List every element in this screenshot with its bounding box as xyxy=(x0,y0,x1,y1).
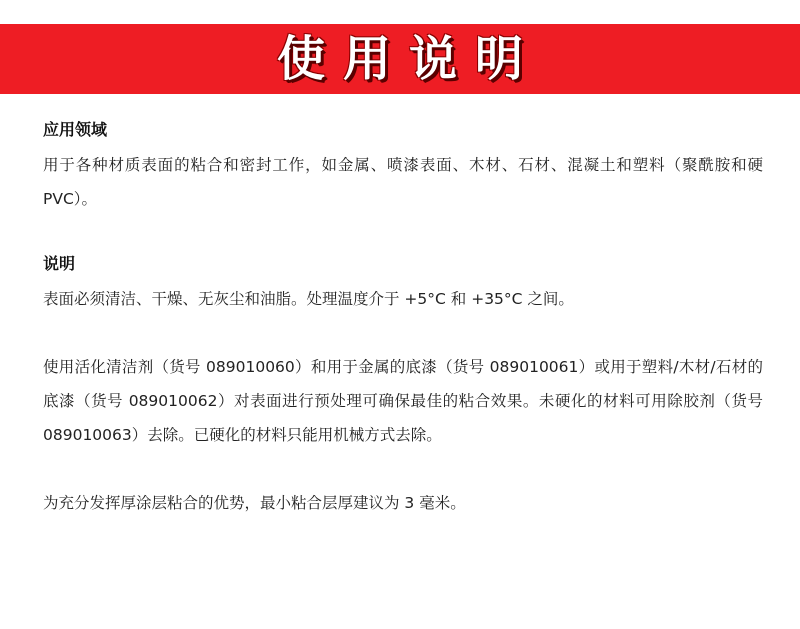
section-notes xyxy=(43,252,763,520)
document-content xyxy=(43,118,763,520)
header-band xyxy=(0,24,800,94)
section-heading-application: 应用领域 xyxy=(43,120,108,139)
section-heading-notes: 说明 xyxy=(43,254,76,273)
application-body: 用于各种材质表面的粘合和密封工作，如金属、喷漆表面、木材、石材、混凝土和塑料（聚酰胺和硬 PVC）。 xyxy=(43,156,763,208)
notes-paragraph-3: 为充分发挥厚涂层粘合的优势，最小粘合层厚建议为 3 毫米。 xyxy=(43,494,466,512)
notes-paragraph-2: 使用活化清洁剂（货号 089010060）和用于金属的底漆（货号 089010061）或用于塑料/木材/石材的底漆（货号 089010062）对表面进行预处理可确保最佳的粘合效果。未硬化的材料可用除胶剂（货号 089010063）去除。已硬化的材料只能用机械方式去除。 xyxy=(43,358,763,444)
notes-paragraph-1: 表面必须清洁、干燥、无灰尘和油脂。处理温度介于 +5°C 和 +35°C 之间。 xyxy=(43,290,574,308)
section-application xyxy=(43,118,763,216)
page-title: 使用说明 xyxy=(276,31,541,87)
